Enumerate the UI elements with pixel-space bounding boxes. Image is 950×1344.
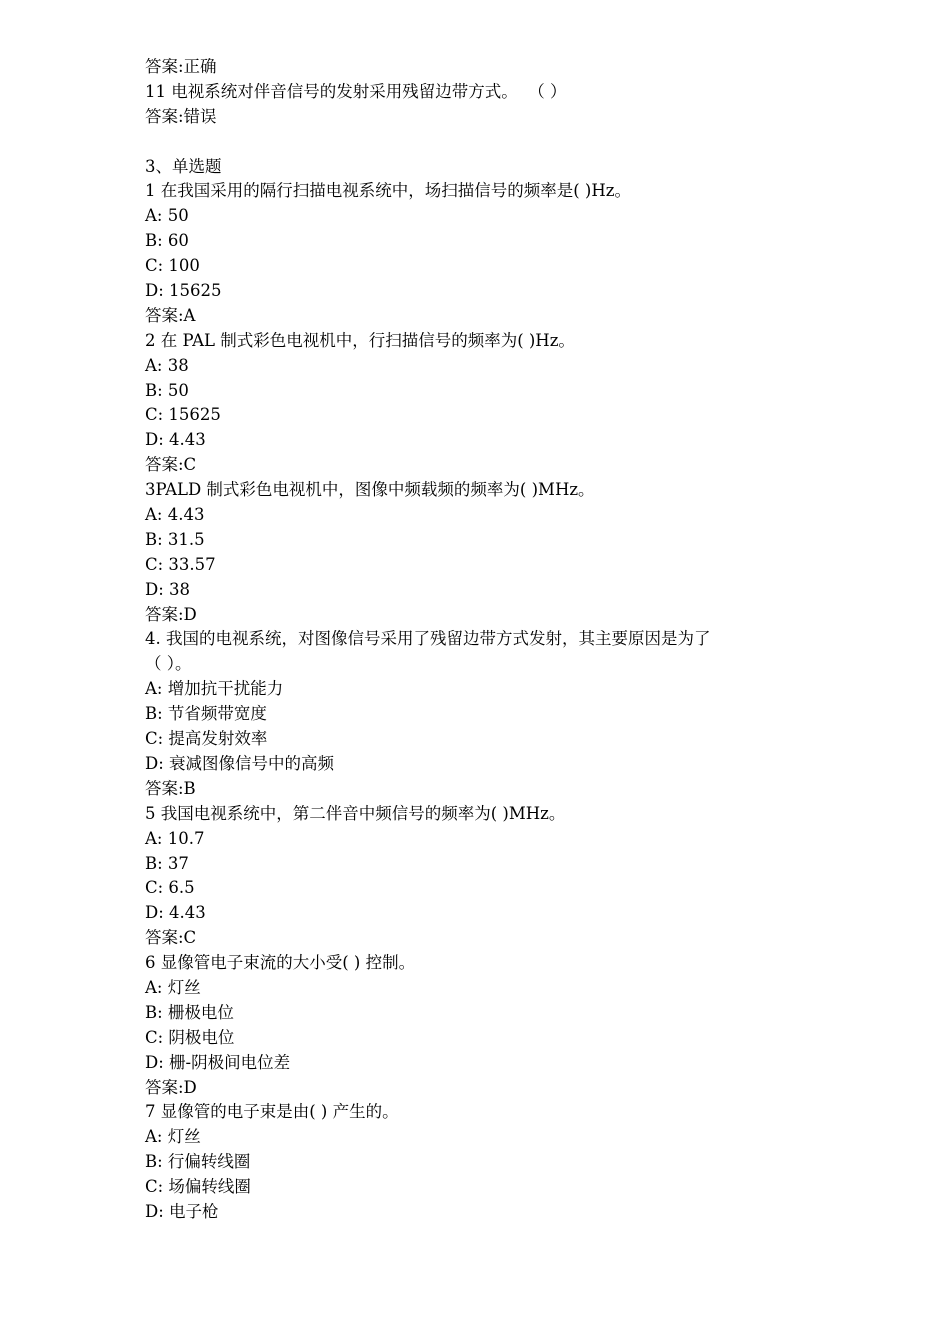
answer-line: 答案:正确 <box>145 57 217 76</box>
option-line: C: 6.5 <box>145 878 195 898</box>
section-heading: 3、单选题 <box>145 156 222 176</box>
option-line: B: 37 <box>145 853 189 873</box>
answer-line: 答案:C <box>145 928 197 948</box>
option-line: A: 50 <box>145 206 189 226</box>
question-text: 2 在 PAL 制式彩色电视机中，行扫描信号的频率为( )Hz。 <box>145 330 575 350</box>
option-line: C: 场偏转线圈 <box>145 1177 251 1197</box>
question-text: 4. 我国的电视系统，对图像信号采用了残留边带方式发射，其主要原因是为了 <box>145 629 711 649</box>
option-line: B: 节省频带宽度 <box>145 704 267 724</box>
option-line: D: 38 <box>145 579 191 599</box>
answer-line: 答案:错误 <box>145 106 217 126</box>
option-line: A: 灯丝 <box>145 977 201 997</box>
document-body <box>145 55 825 1225</box>
question-text-continued: （ ）。 <box>145 654 192 674</box>
question-text: 1 在我国采用的隔行扫描电视系统中，场扫描信号的频率是( )Hz。 <box>145 181 631 201</box>
option-line: C: 15625 <box>145 405 221 425</box>
option-line: B: 31.5 <box>145 529 205 549</box>
option-line: D: 栅-阴极间电位差 <box>145 1052 291 1072</box>
option-line: C: 阴极电位 <box>145 1027 235 1047</box>
option-line: D: 4.43 <box>145 903 206 923</box>
option-line: D: 衰减图像信号中的高频 <box>145 753 335 773</box>
question-text: 7 显像管的电子束是由( ) 产生的。 <box>145 1102 399 1122</box>
option-line: C: 33.57 <box>145 554 216 574</box>
option-line: C: 100 <box>145 256 200 276</box>
answer-line: 答案:D <box>145 1077 197 1097</box>
option-line: A: 4.43 <box>145 505 205 525</box>
option-line: B: 栅极电位 <box>145 1002 234 1022</box>
option-line: C: 提高发射效率 <box>145 729 268 749</box>
option-line: D: 4.43 <box>145 430 206 450</box>
option-line: A: 38 <box>145 355 189 375</box>
answer-line: 答案:C <box>145 455 197 475</box>
option-line: A: 10.7 <box>145 828 205 848</box>
question-text: 5 我国电视系统中，第二伴音中频信号的频率为( )MHz。 <box>145 803 566 823</box>
answer-line: 答案:D <box>145 604 197 624</box>
option-line: A: 灯丝 <box>145 1127 201 1147</box>
blank-line <box>145 130 825 155</box>
question-text: 3PALD 制式彩色电视机中，图像中频载频的频率为( )MHz。 <box>145 480 595 500</box>
question-text: 6 显像管电子束流的大小受( ) 控制。 <box>145 953 416 973</box>
option-line: A: 增加抗干扰能力 <box>145 679 284 699</box>
option-line: B: 60 <box>145 231 189 251</box>
option-line: D: 电子枪 <box>145 1201 219 1221</box>
option-line: D: 15625 <box>145 281 222 301</box>
answer-line: 答案:A <box>145 305 196 325</box>
answer-line: 答案:B <box>145 778 196 798</box>
question-text: 11 电视系统对伴音信号的发射采用残留边带方式。 （ ） <box>145 81 567 101</box>
option-line: B: 行偏转线圈 <box>145 1152 251 1172</box>
option-line: B: 50 <box>145 380 189 400</box>
